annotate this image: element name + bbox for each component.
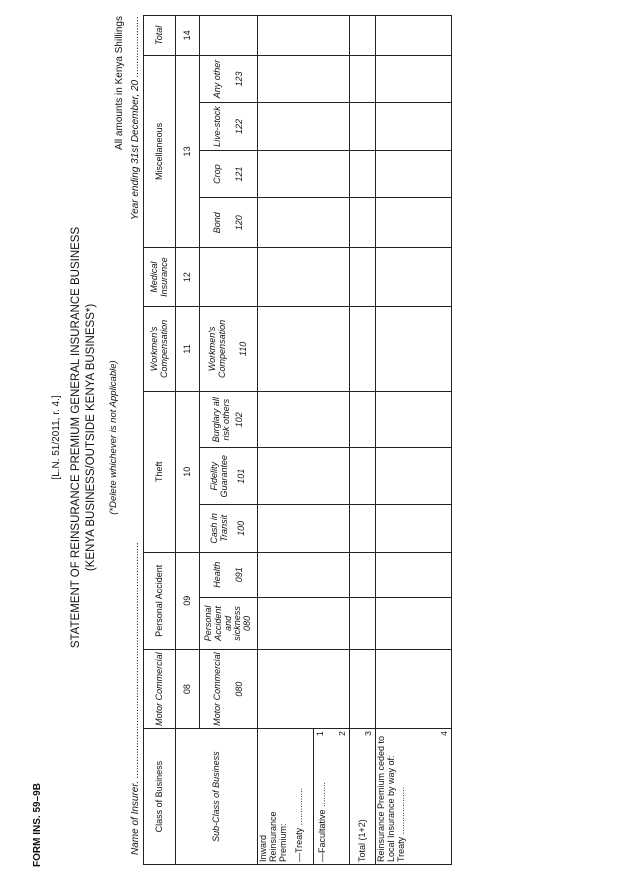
sub-burglary bbox=[200, 391, 258, 448]
total-row-number: 3 bbox=[362, 731, 373, 736]
cell[interactable] bbox=[258, 55, 350, 103]
sub-livestock-code: 122 bbox=[233, 119, 244, 135]
sub-motor bbox=[200, 649, 258, 728]
sub-any-other-label: Any other bbox=[211, 59, 222, 99]
cell[interactable] bbox=[376, 597, 452, 649]
cell[interactable] bbox=[350, 55, 376, 103]
cell[interactable] bbox=[376, 150, 452, 198]
code-pa: 09 bbox=[176, 552, 200, 649]
premium-table bbox=[143, 15, 452, 865]
cell[interactable] bbox=[258, 16, 350, 56]
cell[interactable] bbox=[376, 552, 452, 597]
code-workmens: 11 bbox=[176, 306, 200, 391]
amounts-note: All amounts in Kenya Shillings bbox=[114, 16, 125, 150]
sub-motor-label: Motor Commercial bbox=[211, 652, 222, 726]
cell[interactable] bbox=[258, 552, 350, 597]
sub-medical bbox=[200, 248, 258, 307]
facultative-label: —Facultative .......... bbox=[313, 729, 328, 864]
cell[interactable] bbox=[376, 391, 452, 448]
cell[interactable] bbox=[376, 448, 452, 505]
total-label: Total (1+2) bbox=[356, 819, 367, 862]
sub-any-other bbox=[200, 55, 258, 103]
ceded-label: Reinsurance Premium ceded to Local Insurance by way of: bbox=[376, 735, 396, 862]
inward-label-cell bbox=[258, 729, 350, 865]
inward-label: Inward bbox=[258, 834, 268, 862]
sub-bond-code: 120 bbox=[233, 215, 244, 231]
cell[interactable] bbox=[258, 150, 350, 198]
sub-cash bbox=[200, 505, 258, 553]
code-misc: 13 bbox=[176, 55, 200, 247]
sub-fidelity-label: Fidelity Guarantee bbox=[208, 455, 229, 498]
ceded-treaty-label: Treaty ................... bbox=[395, 786, 406, 862]
cell[interactable] bbox=[258, 505, 350, 553]
sub-burglary-code: 102 bbox=[234, 412, 245, 428]
inward-label-3: Premium: bbox=[277, 823, 288, 862]
form-number: FORM INS. 59–9B bbox=[32, 783, 43, 867]
name-of-insurer: Name of Insurer. ..................................................................................... bbox=[130, 541, 141, 855]
cell[interactable] bbox=[350, 505, 376, 553]
sub-cash-label: Cash in Transit bbox=[208, 513, 229, 544]
cell[interactable] bbox=[350, 391, 376, 448]
ceded-row-number: 4 bbox=[438, 731, 449, 736]
sub-bond-label: Bond bbox=[211, 212, 222, 234]
cell[interactable] bbox=[376, 198, 452, 248]
inward-row bbox=[258, 16, 350, 865]
cell[interactable] bbox=[350, 306, 376, 391]
sub-workmens bbox=[200, 306, 258, 391]
cell[interactable] bbox=[376, 505, 452, 553]
sub-class-label: Sub-Class of Business bbox=[176, 729, 258, 865]
cell[interactable] bbox=[258, 448, 350, 505]
cell[interactable] bbox=[258, 306, 350, 391]
cell[interactable] bbox=[350, 198, 376, 248]
sub-bond bbox=[200, 198, 258, 248]
class-motor: Motor Commercial bbox=[144, 649, 176, 728]
facultative-row-number: 2 bbox=[336, 731, 347, 736]
cell[interactable] bbox=[350, 103, 376, 151]
sub-crop-code: 121 bbox=[233, 166, 244, 182]
sub-any-other-code: 123 bbox=[233, 71, 244, 87]
cell[interactable] bbox=[350, 150, 376, 198]
cell[interactable] bbox=[258, 198, 350, 248]
cell[interactable] bbox=[258, 597, 350, 649]
sub-crop bbox=[200, 150, 258, 198]
cell[interactable] bbox=[376, 103, 452, 151]
ceded-row bbox=[376, 16, 452, 865]
sub-livestock-label: Live-stock bbox=[211, 106, 222, 147]
class-personal-accident: Personal Accident bbox=[144, 552, 176, 649]
cell[interactable] bbox=[350, 649, 376, 728]
sub-workmens-code: 110 bbox=[238, 341, 249, 357]
sub-livestock bbox=[200, 103, 258, 151]
total-row bbox=[350, 16, 376, 865]
cell[interactable] bbox=[376, 16, 452, 56]
form-title: STATEMENT OF REINSURANCE PREMIUM GENERAL INSURANCE BUSINESS bbox=[70, 226, 82, 649]
sub-pa-code: 080 bbox=[242, 615, 253, 631]
code-theft: 10 bbox=[176, 391, 200, 552]
sub-total bbox=[200, 16, 258, 56]
sub-health-code: 091 bbox=[233, 567, 244, 583]
total-label-cell bbox=[350, 729, 376, 865]
sub-pa-sick bbox=[200, 597, 258, 649]
code-medical: 12 bbox=[176, 248, 200, 307]
ceded-label-cell bbox=[376, 729, 452, 865]
cell[interactable] bbox=[376, 306, 452, 391]
sub-workmens-label: Workmen's Compensation bbox=[206, 319, 227, 378]
class-misc: Miscellaneous bbox=[144, 55, 176, 247]
sub-health-label: Health bbox=[211, 561, 222, 588]
class-total: Total bbox=[144, 16, 176, 56]
sub-motor-code: 080 bbox=[233, 681, 244, 697]
treaty-row-number: 1 bbox=[315, 731, 325, 737]
code-total: 14 bbox=[176, 16, 200, 56]
cell[interactable] bbox=[376, 248, 452, 307]
class-header-row bbox=[144, 16, 176, 865]
cell[interactable] bbox=[258, 103, 350, 151]
cell[interactable] bbox=[350, 597, 376, 649]
cell[interactable] bbox=[350, 248, 376, 307]
sub-fidelity-code: 101 bbox=[236, 468, 247, 484]
cell[interactable] bbox=[258, 391, 350, 448]
cell[interactable] bbox=[350, 16, 376, 56]
year-ending: Year ending 31st December, 20 ...................... bbox=[130, 16, 141, 220]
sub-health bbox=[200, 552, 258, 597]
cell[interactable] bbox=[376, 55, 452, 103]
sub-burglary-label: Burglary all risk others bbox=[210, 397, 231, 443]
sub-cash-code: 100 bbox=[236, 520, 247, 536]
sub-crop-label: Crop bbox=[211, 164, 222, 184]
cell[interactable] bbox=[376, 649, 452, 728]
class-of-business-label: Class of Business bbox=[144, 729, 176, 865]
cell[interactable] bbox=[350, 448, 376, 505]
delete-note: (*Delete whichever is not Applicable) bbox=[108, 360, 119, 515]
cell[interactable] bbox=[350, 552, 376, 597]
inward-label-2: Reinsurance bbox=[267, 811, 278, 862]
class-code-row bbox=[176, 16, 200, 865]
sub-fidelity bbox=[200, 448, 258, 505]
cell[interactable] bbox=[258, 649, 350, 728]
legal-notice: [L.N. 51/2011, r. 4.] bbox=[51, 395, 62, 480]
treaty-label: —Treaty ............... bbox=[293, 787, 304, 862]
code-motor: 08 bbox=[176, 649, 200, 728]
form-subtitle: (KENYA BUSINESS/OUTSIDE KENYA BUSINESS*) bbox=[85, 303, 97, 572]
class-workmens: Workmen's Compensation bbox=[144, 306, 176, 391]
class-medical: Medical Insurance bbox=[144, 248, 176, 307]
class-theft: Theft bbox=[144, 391, 176, 552]
sub-pa-label: Personal Accident and sickness bbox=[202, 605, 243, 642]
cell[interactable] bbox=[258, 248, 350, 307]
